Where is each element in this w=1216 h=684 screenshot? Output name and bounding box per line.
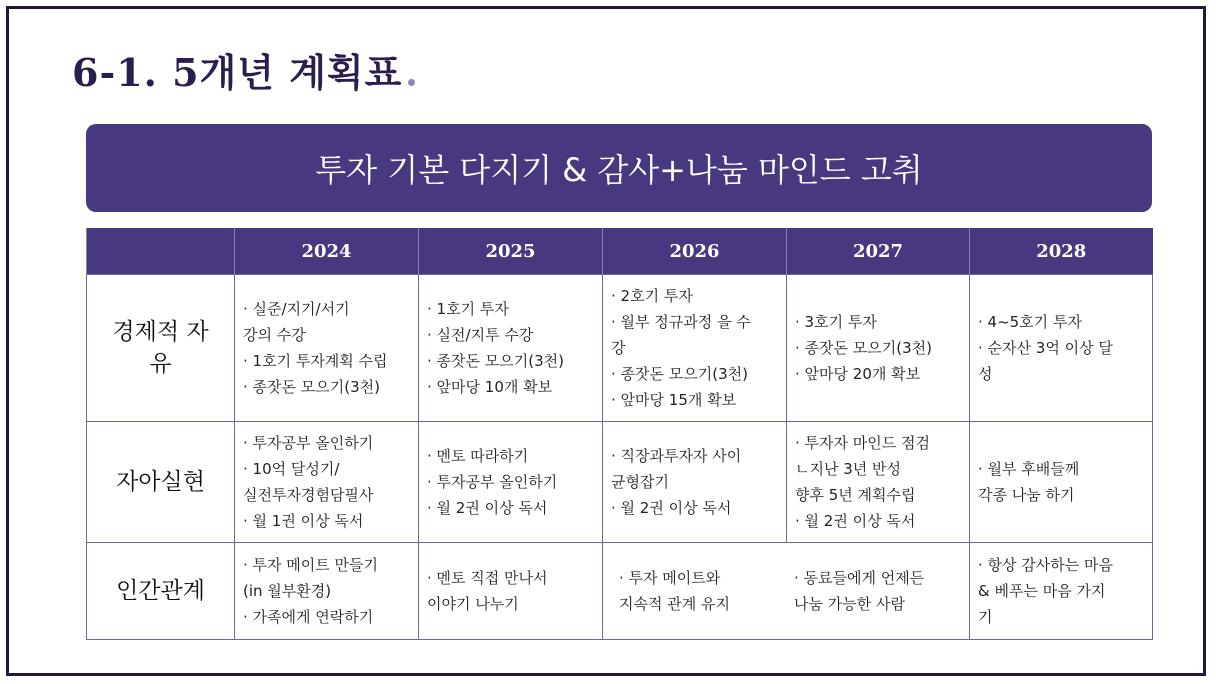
table-header-row (87, 228, 1153, 275)
plan-item: · 멘토 따라하기 (427, 447, 529, 465)
plan-item: · 종잣돈 모으기(3천) (611, 365, 748, 383)
theme-banner: 투자 기본 다지기 & 감사+나눔 마인드 고취 (86, 124, 1152, 212)
table-cell (603, 422, 787, 543)
table-row-self-realization (87, 422, 1153, 543)
plan-item: · 3호기 투자 (795, 313, 877, 331)
table-cell (235, 422, 419, 543)
plan-item: · 종잣돈 모으기(3천) (427, 352, 564, 370)
plan-item: · 투자 메이트 만들기 (in 월부환경) (243, 556, 378, 600)
plan-item: · 10억 달성기/ 실전투자경험담필사 (243, 460, 374, 504)
plan-item: · 항상 감사하는 마음 & 베푸는 마음 가지 기 (978, 556, 1113, 626)
table-cell (419, 422, 603, 543)
column-header (87, 228, 235, 275)
plan-item: · 월 2권 이상 독서 (427, 499, 548, 517)
row-label: 경제적 자 유 (87, 275, 235, 422)
plan-item: · 멘토 직접 만나서 이야기 나누기 (427, 569, 548, 613)
plan-item: · 1호기 투자 (427, 300, 509, 318)
column-header-2027: 2027 (787, 228, 970, 275)
plan-item: · 투자공부 올인하기 (427, 473, 558, 491)
column-header-2028: 2028 (970, 228, 1153, 275)
table-cell (970, 275, 1153, 422)
plan-item: · 투자 메이트와 지속적 관계 유지 (619, 569, 730, 613)
plan-item: · 종잣돈 모으기(3천) (795, 339, 932, 357)
table-cell (419, 543, 603, 640)
plan-item: · 월 1권 이상 독서 (243, 512, 364, 530)
table-cell (787, 275, 970, 422)
column-header-2025: 2025 (419, 228, 603, 275)
plan-item: · 동료들에게 언제든 나눔 가능한 사람 (794, 569, 925, 613)
row-label: 자아실현 (87, 422, 235, 543)
table-row-economic-freedom (87, 275, 1153, 422)
title-dot (408, 79, 415, 86)
plan-item: · 직장과투자자 사이 균형잡기 (611, 447, 742, 491)
column-header-2024: 2024 (235, 228, 419, 275)
plan-item: · 앞마당 10개 확보 (427, 378, 553, 396)
page-title: 6-1. 5개년 계획표 (72, 42, 415, 97)
plan-item: · 월 2권 이상 독서 (795, 512, 916, 530)
table-cell (970, 543, 1153, 640)
plan-item: · 앞마당 20개 확보 (795, 365, 921, 383)
plan-item: · 실준/지기/서기 강의 수강 (243, 300, 350, 344)
table-cell (419, 275, 603, 422)
plan-item: · 1호기 투자계획 수립 (243, 352, 388, 370)
table-cell (235, 275, 419, 422)
table-row-relationships (87, 543, 1153, 640)
table-cell (603, 275, 787, 422)
plan-item: · 투자공부 올인하기 (243, 434, 374, 452)
table-cell (235, 543, 419, 640)
plan-item: · 앞마당 15개 확보 (611, 391, 737, 409)
table-cell (970, 422, 1153, 543)
table-cell (787, 422, 970, 543)
plan-item: · 월부 정규과정 을 수 강 (611, 313, 751, 357)
column-header-2026: 2026 (603, 228, 787, 275)
plan-item: · 월부 후배들께 각종 나눔 하기 (978, 460, 1080, 504)
plan-item: · 월 2권 이상 독서 (611, 499, 732, 517)
plan-item: · 투자자 마인드 점검 ㄴ지난 3년 반성 향후 5년 계획수립 (795, 434, 930, 504)
table-cell-merged (603, 543, 970, 640)
plan-item: · 종잣돈 모으기(3천) (243, 378, 380, 396)
plan-table (86, 228, 1153, 640)
plan-item: · 순자산 3억 이상 달 성 (978, 339, 1113, 383)
row-label: 인간관계 (87, 543, 235, 640)
plan-item: · 4~5호기 투자 (978, 313, 1082, 331)
plan-item: · 실전/지투 수강 (427, 326, 534, 344)
merged-cell-content (611, 565, 961, 617)
plan-item: · 가족에게 연락하기 (243, 608, 374, 626)
plan-item: · 2호기 투자 (611, 287, 693, 305)
